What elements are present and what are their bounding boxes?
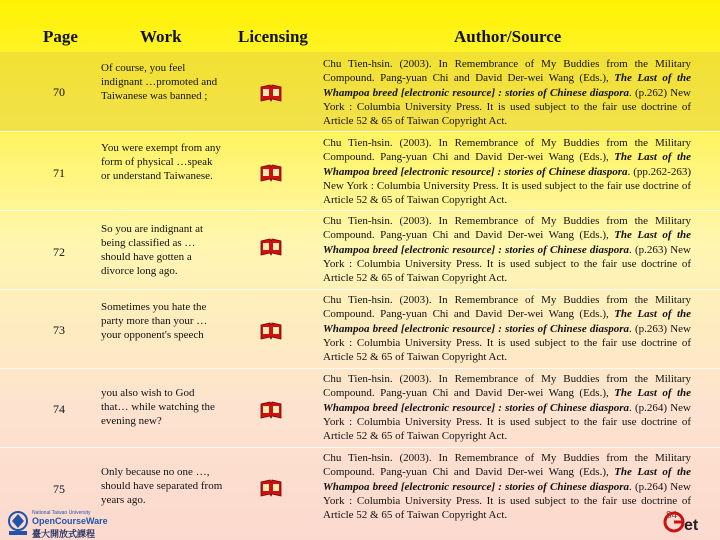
author-source-citation: Chu Tien-hsin. (2003). In Remembrance of My Buddies from the Military Compound. Pang-yuan Chi and David Der-wei Wang (Eds.), The Last of the Whampoa breed [electronic resource] : stories of Chinese diaspora. (pp.262-263) New York : Columbia University Press. It is used subject to the fair use doctrine of Article 52 & 65 of Taiwan Copyright Act. — [323, 137, 691, 207]
copyright-book-icon[interactable] — [260, 164, 282, 182]
page-number: 75 — [53, 482, 65, 496]
table-row — [0, 210, 720, 290]
copyright-book-icon[interactable] — [260, 238, 282, 256]
author-source-citation: Chu Tien-hsin. (2003). In Remembrance of My Buddies from the Military Compound. Pang-yuan Chi and David Der-wei Wang (Eds.), The Last of the Whampoa breed [electronic resource] : stories of Chinese diaspora. (p.264) New York : Columbia University Press. It is used subject to the fair use doctrine of Article 52 & 65 of Taiwan Copyright Act. — [323, 452, 691, 522]
table-header — [0, 0, 720, 52]
header-work: Work — [140, 27, 182, 46]
page-number: 72 — [53, 245, 65, 259]
ntu-opencourseware-logo — [6, 508, 126, 538]
work-excerpt: So you are indignant at being classified as …should have gotten a divorce long ago. — [101, 223, 204, 277]
page-number: 74 — [53, 402, 65, 416]
table-row — [0, 131, 720, 211]
work-excerpt: Sometimes you hate the party more than your …your opponent's speech — [101, 301, 208, 341]
table-row — [0, 52, 720, 131]
get-logo-icon — [662, 506, 716, 536]
copyright-book-icon[interactable] — [260, 479, 282, 497]
work-excerpt: Only because no one …, should have separated from years ago. — [101, 466, 223, 506]
page-number: 70 — [53, 85, 65, 99]
table-row — [0, 368, 720, 448]
author-source-citation: Chu Tien-hsin. (2003). In Remembrance of My Buddies from the Military Compound. Pang-yuan Chi and David Der-wei Wang (Eds.), The Last of the Whampoa breed [electronic resource] : stories of Chinese diaspora. (p.264) New York : Columbia University Press. It is used subject to the fair use doctrine of Article 52 & 65 of Taiwan Copyright Act. — [323, 373, 691, 443]
author-source-citation: Chu Tien-hsin. (2003). In Remembrance of My Buddies from the Military Compound. Pang-yuan Chi and David Der-wei Wang (Eds.), The Last of the Whampoa breed [electronic resource] : stories of Chinese diaspora. (p.263) New York : Columbia University Press. It is used subject to the fair use doctrine of Article 52 & 65 of Taiwan Copyright Act. — [323, 215, 691, 285]
header-page: Page — [43, 27, 78, 46]
table-row — [0, 289, 720, 369]
svg-text:et: et — [684, 517, 699, 534]
ntu-emblem-icon — [6, 510, 30, 536]
author-source-citation: Chu Tien-hsin. (2003). In Remembrance of My Buddies from the Military Compound. Pang-yuan Chi and David Der-wei Wang (Eds.), The Last of the Whampoa breed [electronic resource] : stories of Chinese diaspora. (p.262) New York : Columbia University Press. It is used subject to the fair use doctrine of Article 52 & 65 of Taiwan Copyright Act. — [323, 58, 691, 128]
copyright-book-icon[interactable] — [260, 401, 282, 419]
copyright-book-icon[interactable] — [260, 84, 282, 102]
logo-ocw-text: OpenCourseWare — [32, 516, 108, 526]
page-number: 71 — [53, 166, 65, 180]
logo-university-text: National Taiwan University — [32, 510, 91, 516]
header-licensing: Licensing — [238, 27, 308, 46]
get-logo — [662, 506, 716, 536]
header-author-source: Author/Source — [454, 27, 562, 46]
work-excerpt: You were exempt from any form of physical …speak or understand Taiwanese. — [101, 142, 221, 182]
work-excerpt: you also wish to God that… while watching the evening new? — [101, 387, 215, 427]
copyright-book-icon[interactable] — [260, 322, 282, 340]
logo-chinese-text: 臺大開放式課程 — [32, 529, 96, 539]
work-excerpt: Of course, you feel indignant …promoted and Taiwanese was banned ; — [101, 62, 218, 102]
author-source-citation: Chu Tien-hsin. (2003). In Remembrance of My Buddies from the Military Compound. Pang-yuan Chi and David Der-wei Wang (Eds.), The Last of the Whampoa breed [electronic resource] : stories of Chinese diaspora. (p.263) New York : Columbia University Press. It is used subject to the fair use doctrine of Article 52 & 65 of Taiwan Copyright Act. — [323, 294, 691, 364]
slide-number: 84 — [666, 510, 678, 521]
page-number: 73 — [53, 323, 65, 337]
